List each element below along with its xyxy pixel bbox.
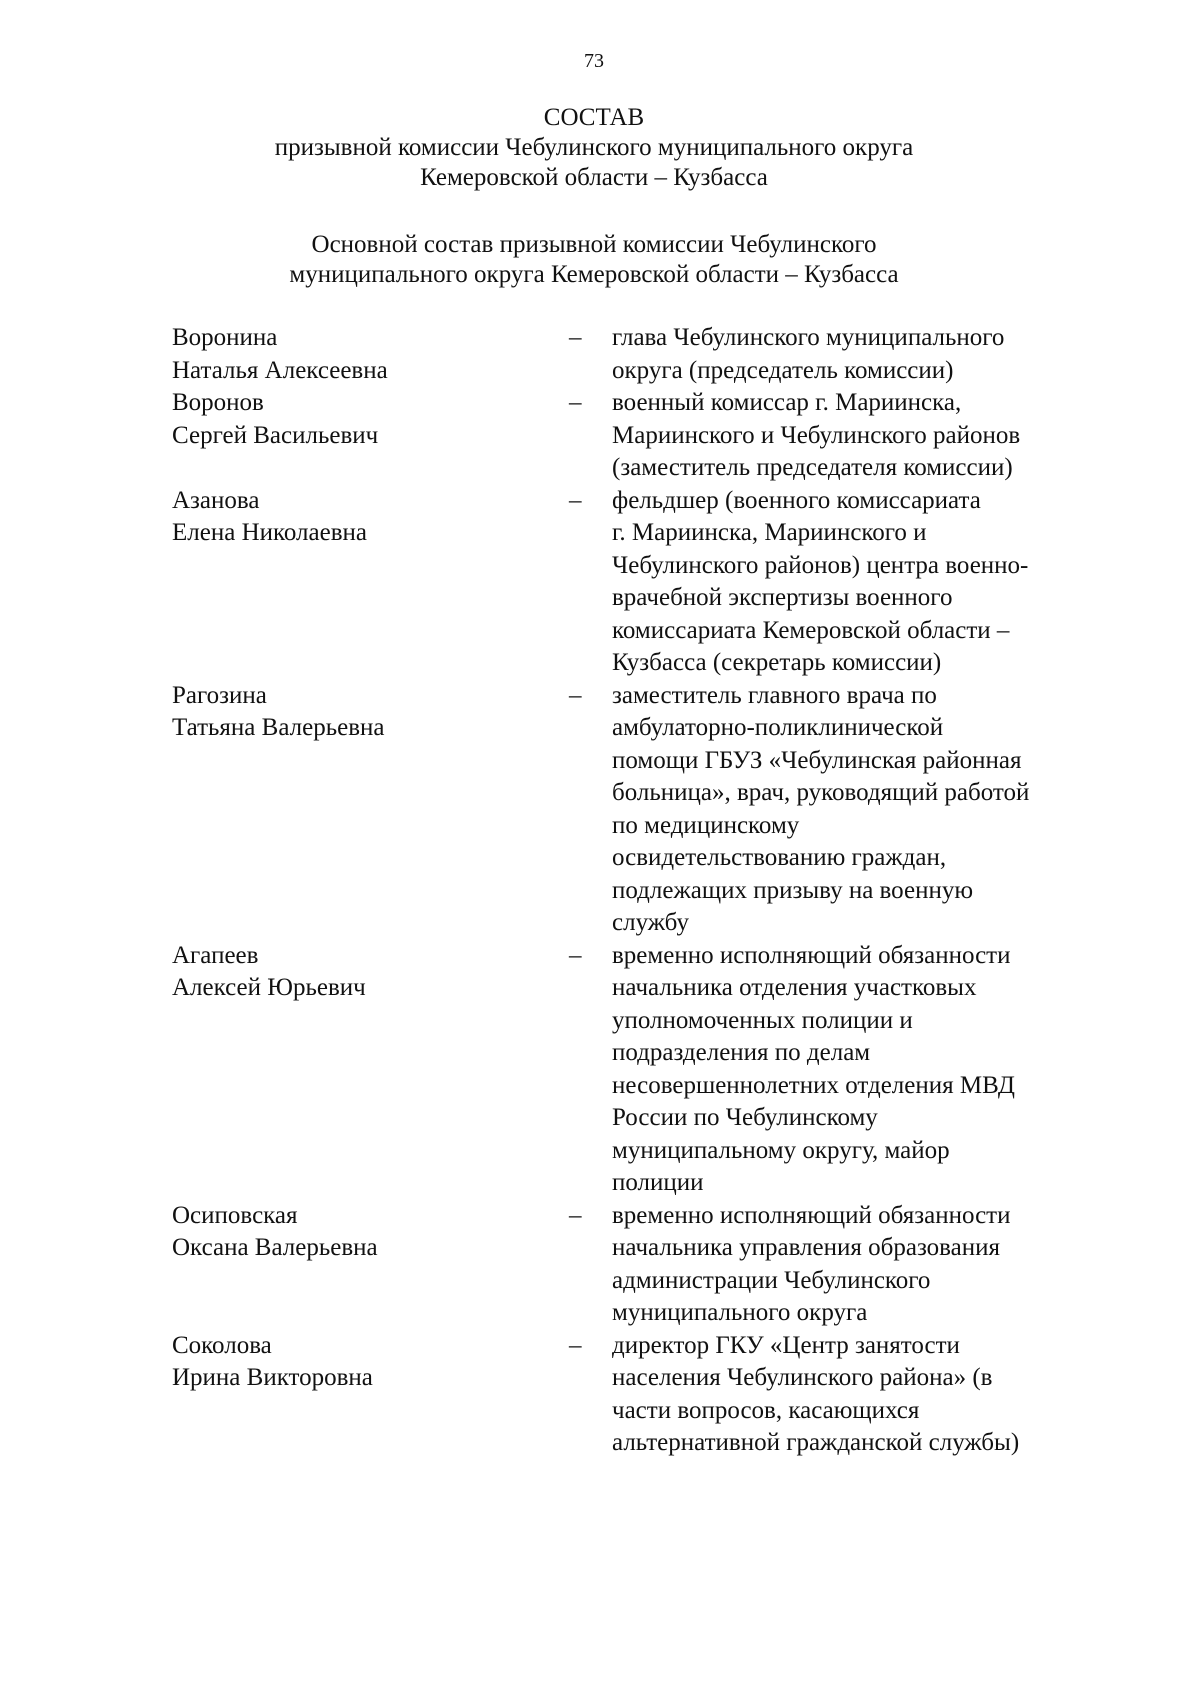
member-role-line: подлежащих призыву на военную [612,876,974,904]
member-surname: Азанова [172,486,260,514]
member-dash: – [569,681,582,709]
member-name [172,485,569,550]
subtitle-line: Основной состав призывной комиссии Чебулинского [311,231,877,258]
member-role-line: освидетельствованию граждан, [612,844,947,871]
member-surname: Рагозина [172,681,267,709]
member-role-line: администрации Чебулинского [612,1266,931,1294]
member-surname: Осиповская [172,1201,298,1229]
member-role-line: альтернативной гражданской службы) [612,1429,1020,1456]
member-role-line: врачебной экспертизы военного [612,584,953,611]
member-role-line: полиции [612,1169,704,1196]
member-entry [172,1200,1102,1330]
member-role-line: г. Мариинска, Мариинского и [612,519,927,546]
member-name [172,680,569,745]
member-entry [172,1330,1102,1460]
member-name [172,1200,569,1265]
document-title [0,103,1188,193]
member-entry [172,322,1102,387]
page-number: 73 [584,50,604,72]
member-entry [172,940,1102,1200]
member-given-names: Татьяна Валерьевна [172,714,385,741]
member-dash: – [569,389,582,416]
member-dash: – [569,486,582,514]
title-line: Кемеровской области – Кузбасса [420,164,768,191]
member-role-line: заместитель главного врача по [612,681,937,709]
member-surname: Воронов [172,389,264,416]
member-role-line: помощи ГБУЗ «Чебулинская районная [612,746,1022,774]
member-dash: – [569,1331,582,1359]
member-role [612,680,1102,940]
member-role-line: комиссариата Кемеровской области – [612,616,1010,644]
member-role-line: населения Чебулинского района» (в [612,1364,993,1391]
member-dash: – [569,941,582,969]
member-role-line: России по Чебулинскому [612,1104,878,1131]
member-name [172,940,569,1005]
member-role-line: службу [612,909,689,936]
member-role-line: уполномоченных полиции и [612,1006,913,1034]
member-role-line: части вопросов, касающихся [612,1396,920,1424]
member-entry [172,387,1102,485]
member-role-line: директор ГКУ «Центр занятости [612,1331,960,1359]
member-given-names: Алексей Юрьевич [172,974,366,1001]
member-role-line: фельдшер (военного комиссариата [612,486,981,514]
member-given-names: Елена Николаевна [172,519,367,546]
member-given-names: Наталья Алексеевна [172,356,388,384]
member-role-line: больница», врач, руководящий работой [612,779,1030,806]
member-role-line: временно исполняющий обязанности [612,1201,1011,1229]
member-role-line: временно исполняющий обязанности [612,941,1011,969]
member-dash: – [569,324,582,351]
member-role-line: глава Чебулинского муниципального [612,324,1005,351]
member-entry [172,485,1102,680]
member-name [172,322,569,387]
member-name [172,1330,569,1395]
member-role-line: Мариинского и Чебулинского районов [612,421,1021,449]
member-surname: Агапеев [172,941,259,969]
section-subtitle [0,230,1188,290]
member-role [612,1200,1102,1330]
member-role [612,387,1102,485]
member-dash: – [569,1201,582,1229]
member-role-line: начальника управления образования [612,1234,1001,1261]
title-heading: СОСТАВ [543,104,645,131]
member-given-names: Оксана Валерьевна [172,1234,378,1261]
member-role-line: военный комиссар г. Мариинска, [612,389,962,416]
member-role [612,1330,1102,1460]
member-role-line: Кузбасса (секретарь комиссии) [612,649,942,676]
member-list [172,322,1102,1460]
member-role-line: начальника отделения участковых [612,974,977,1001]
member-role-line: муниципальному округу, майор [612,1136,950,1164]
subtitle-line: муниципального округа Кемеровской области – Кузбасса [289,261,899,288]
member-role-line: по медицинскому [612,811,800,839]
member-role-line: амбулаторно-поликлинической [612,714,944,741]
member-role [612,485,1102,680]
member-name [172,387,569,452]
member-role-line: подразделения по делам [612,1039,871,1066]
member-entry [172,680,1102,940]
member-role [612,940,1102,1200]
member-given-names: Сергей Васильевич [172,421,379,449]
member-surname: Воронина [172,324,278,351]
member-role-line: несовершеннолетних отделения МВД [612,1071,1015,1099]
member-given-names: Ирина Викторовна [172,1364,373,1391]
member-role-line: муниципального округа [612,1299,868,1326]
member-surname: Соколова [172,1331,272,1359]
title-line: призывной комиссии Чебулинского муниципального округа [274,134,914,161]
member-role [612,322,1102,387]
member-role-line: (заместитель председателя комиссии) [612,454,1013,481]
member-role-line: Чебулинского районов) центра военно- [612,551,1029,579]
member-role-line: округа (председатель комиссии) [612,356,954,384]
